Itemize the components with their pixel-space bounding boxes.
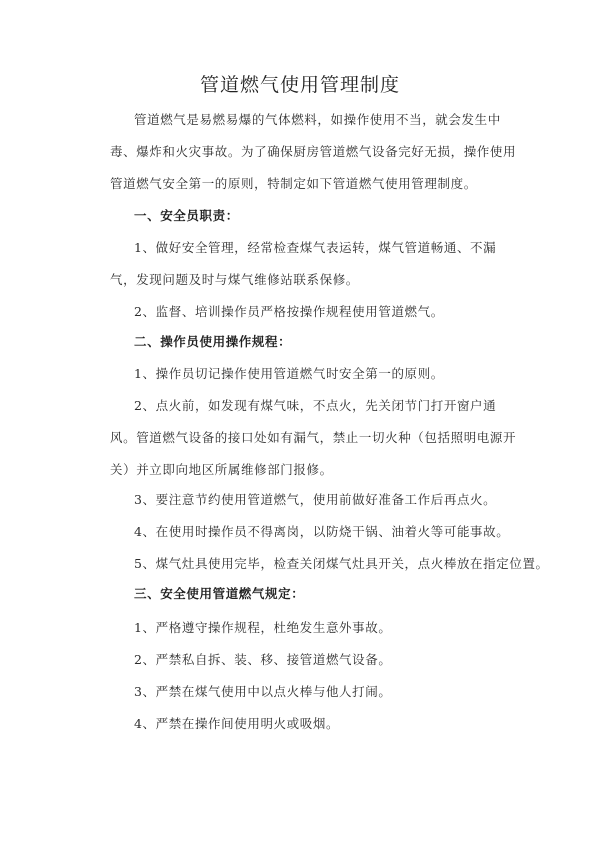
section-3-item-4: 4、严禁在操作间使用明火或吸烟。 [134, 716, 340, 731]
section-heading-3: 三、安全使用管道燃气规定： [134, 586, 305, 601]
section-2-item-4: 4、在使用时操作员不得离岗，以防烧干锅、油着火等可能事故。 [134, 524, 510, 539]
section-2-item-1: 1、操作员切记操作使用管道燃气时安全第一的原则。 [134, 366, 444, 381]
section-3-item-1: 1、严格遵守操作规程，杜绝发生意外事故。 [134, 620, 392, 635]
section-1-item-2: 2、监督、培训操作员严格按操作规程使用管道燃气。 [134, 304, 444, 319]
section-2-item-3: 3、要注意节约使用管道燃气，使用前做好准备工作后再点火。 [134, 492, 497, 507]
section-heading-2: 二、操作员使用操作规程： [134, 334, 292, 349]
page-title: 管道燃气使用管理制度 [199, 74, 400, 96]
section-3-item-2: 2、严禁私自拆、装、移、接管道燃气设备。 [134, 652, 392, 667]
intro-paragraph: 管道燃气是易燃易爆的气体燃料，如操作使用不当，就会发生中毒、爆炸和火灾事故。为了确保厨房管道燃气设备完好无损，操作使用管道燃气安全第一的原则，特制定如下管道燃气使用管理制度。 [110, 112, 517, 191]
section-2-item-5: 5、煤气灶具使用完毕，检查关闭煤气灶具开关，点火棒放在指定位置。 [134, 556, 549, 571]
section-2-item-2: 2、点火前，如发现有煤气味，不点火，先关闭节门打开窗户通风。管道燃气设备的接口处如有漏气，禁止一切火种（包括照明电源开关）并立即向地区所属维修部门报修。 [110, 398, 517, 477]
section-3-item-3: 3、严禁在煤气使用中以点火棒与他人打闹。 [134, 684, 392, 699]
section-1-item-1: 1、做好安全管理，经常检查煤气表运转，煤气管道畅通、不漏气，发现问题及时与煤气维修站联系保修。 [110, 240, 497, 287]
section-heading-1: 一、安全员职责： [134, 208, 239, 223]
